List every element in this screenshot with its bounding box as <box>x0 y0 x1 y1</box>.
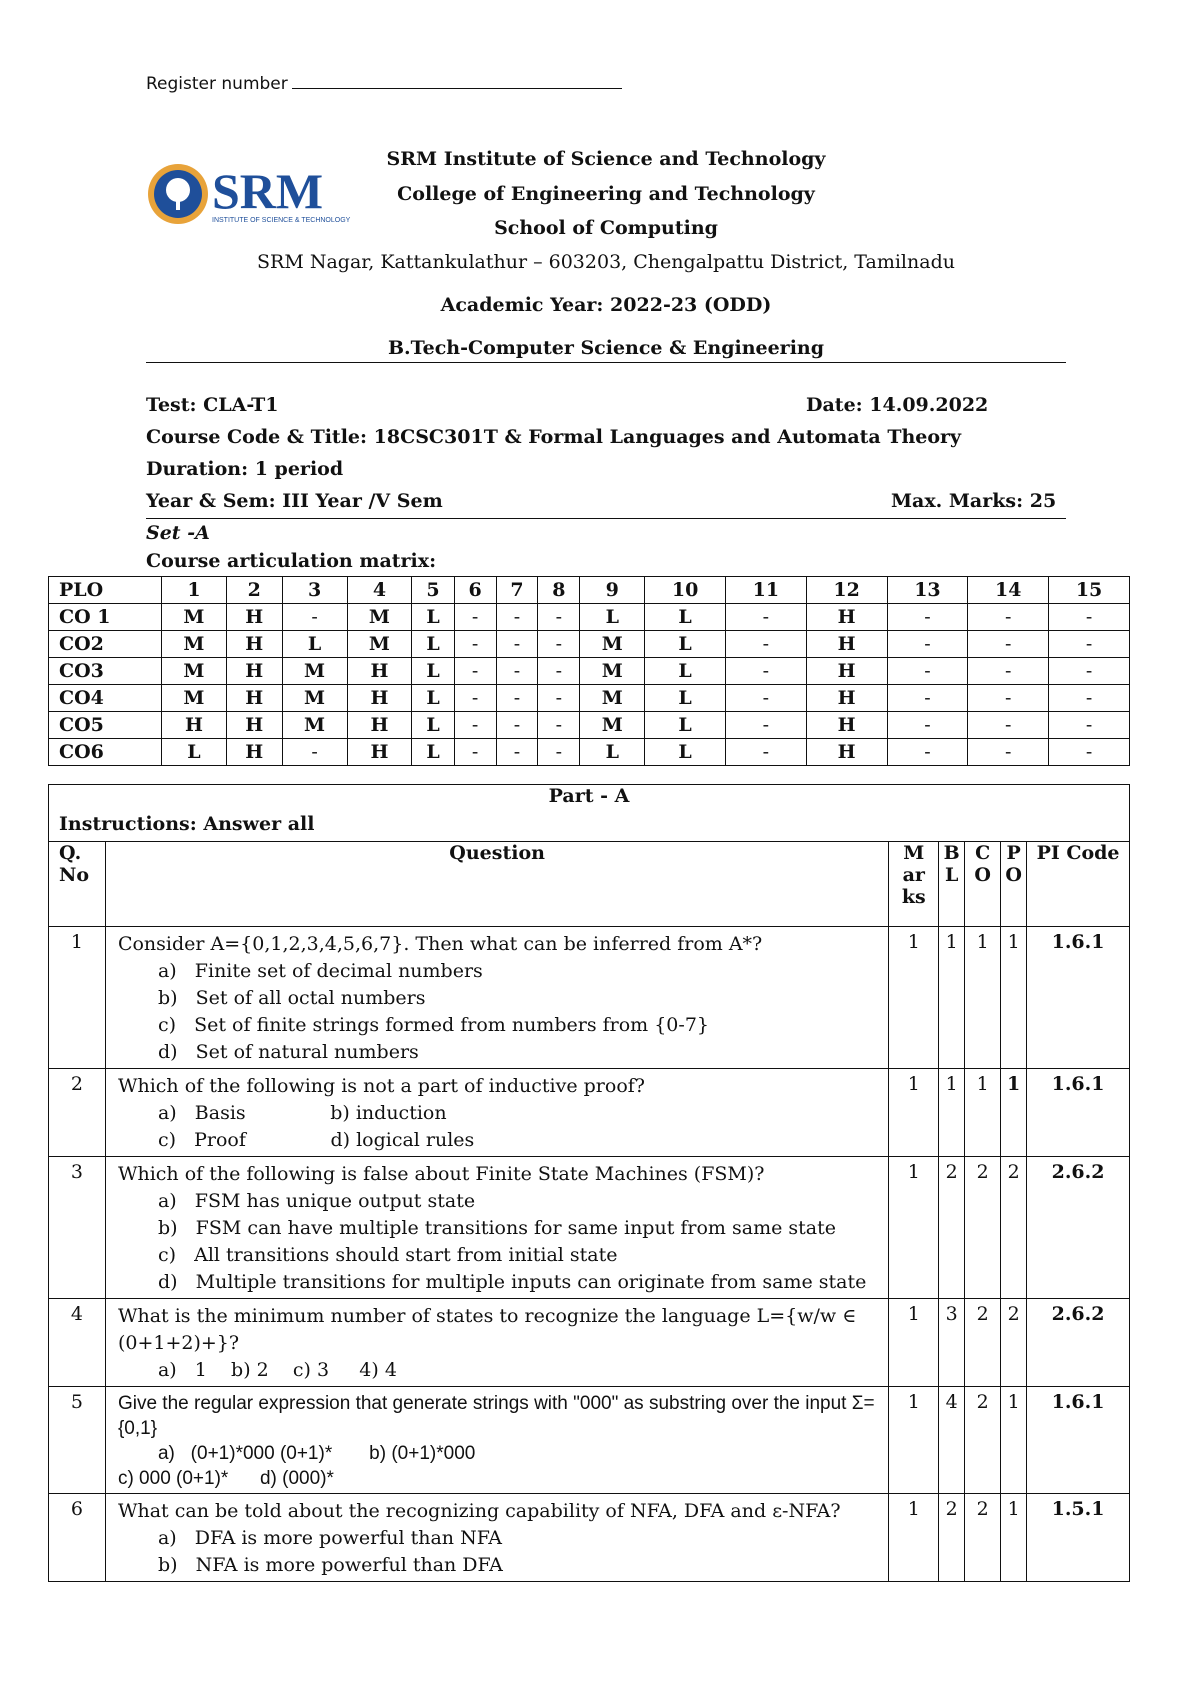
instructions: Instructions: Answer all <box>49 813 1130 842</box>
matrix-cell: L <box>412 685 454 712</box>
test-name: Test: CLA-T1 <box>146 394 279 416</box>
matrix-cell: - <box>725 631 806 658</box>
answer-option: a) FSM has unique output state <box>157 1190 476 1212</box>
test-row <box>146 394 1066 416</box>
matrix-cell: H <box>806 712 887 739</box>
question-number: 2 <box>49 1069 106 1157</box>
matrix-cell: 8 <box>538 577 580 604</box>
register-number <box>146 74 622 94</box>
po-value: 1 <box>1001 1494 1027 1582</box>
matrix-cell: M <box>580 685 645 712</box>
matrix-cell: 1 <box>162 577 227 604</box>
matrix-cell: L <box>645 658 726 685</box>
matrix-cell: L <box>412 631 454 658</box>
matrix-cell: H <box>806 685 887 712</box>
matrix-cell: H <box>806 658 887 685</box>
matrix-cell: 11 <box>725 577 806 604</box>
matrix-cell: L <box>645 631 726 658</box>
matrix-cell: - <box>454 739 496 766</box>
matrix-cell: - <box>496 739 538 766</box>
matrix-cell: M <box>282 712 347 739</box>
matrix-cell: - <box>887 631 968 658</box>
academic-year: Academic Year: 2022-23 (ODD) <box>440 294 772 316</box>
marks-value: 1 <box>889 1069 939 1157</box>
matrix-cell: H <box>226 604 282 631</box>
matrix-cell: M <box>162 604 227 631</box>
matrix-cell: 10 <box>645 577 726 604</box>
matrix-cell: - <box>538 685 580 712</box>
question-row <box>49 1069 1130 1157</box>
matrix-cell: - <box>887 739 968 766</box>
matrix-cell: - <box>725 604 806 631</box>
answer-option: a) Basis b) induction <box>157 1102 447 1124</box>
header-pi: PI Code <box>1027 842 1130 927</box>
matrix-row-label: CO 1 <box>49 604 162 631</box>
matrix-cell: - <box>454 658 496 685</box>
matrix-cell: - <box>1049 712 1130 739</box>
matrix-cell: H <box>806 631 887 658</box>
matrix-cell: H <box>347 685 412 712</box>
matrix-title: Course articulation matrix: <box>146 550 437 572</box>
answer-option: c) Proof d) logical rules <box>157 1129 475 1151</box>
articulation-matrix <box>48 576 1130 766</box>
matrix-row <box>49 739 1130 766</box>
matrix-cell: - <box>538 631 580 658</box>
matrix-cell: M <box>162 685 227 712</box>
header-question: Question <box>105 842 888 927</box>
question-number: 6 <box>49 1494 106 1582</box>
matrix-cell: H <box>226 658 282 685</box>
matrix-cell: H <box>226 739 282 766</box>
part-a-table <box>48 784 1130 1582</box>
register-number-blank <box>292 87 622 89</box>
question-number: 1 <box>49 927 106 1069</box>
question-text: What can be told about the recognizing capability of NFA, DFA and ε-NFA? <box>117 1500 841 1522</box>
matrix-cell: - <box>887 685 968 712</box>
matrix-header-row <box>49 577 1130 604</box>
matrix-cell: 9 <box>580 577 645 604</box>
pi-code: 1.6.1 <box>1027 1387 1130 1494</box>
bl-value: 2 <box>939 1494 965 1582</box>
pi-code: 1.5.1 <box>1027 1494 1130 1582</box>
marks-value: 1 <box>889 1157 939 1299</box>
answer-option: a) DFA is more powerful than NFA <box>157 1527 502 1549</box>
question-number: 3 <box>49 1157 106 1299</box>
matrix-cell: 12 <box>806 577 887 604</box>
matrix-cell: - <box>887 604 968 631</box>
matrix-cell: - <box>1049 739 1130 766</box>
matrix-row-label: CO5 <box>49 712 162 739</box>
answer-option: c) All transitions should start from initial state <box>157 1244 618 1266</box>
header-marks: M ar ks <box>889 842 939 927</box>
logo-text: SRM <box>212 163 324 219</box>
matrix-cell: L <box>412 712 454 739</box>
answer-option: d) Multiple transitions for multiple inputs can originate from same state <box>157 1271 867 1293</box>
matrix-cell: M <box>347 631 412 658</box>
question-text: Give the regular expression that generate strings with "000" as substring over the input Σ={0,1} <box>117 1393 875 1439</box>
question-cell <box>105 1069 888 1157</box>
matrix-cell: H <box>226 631 282 658</box>
co-value: 2 <box>965 1299 1001 1387</box>
matrix-cell: 13 <box>887 577 968 604</box>
matrix-cell: L <box>412 604 454 631</box>
matrix-cell: - <box>725 658 806 685</box>
matrix-cell: - <box>282 739 347 766</box>
header-po: P O <box>1001 842 1027 927</box>
matrix-cell: - <box>968 712 1049 739</box>
matrix-cell: L <box>412 739 454 766</box>
matrix-row <box>49 631 1130 658</box>
matrix-cell: - <box>538 712 580 739</box>
matrix-cell: - <box>725 739 806 766</box>
matrix-row-label: CO2 <box>49 631 162 658</box>
matrix-cell: - <box>887 658 968 685</box>
matrix-cell: - <box>1049 631 1130 658</box>
matrix-cell: - <box>538 739 580 766</box>
question-row <box>49 1387 1130 1494</box>
address: SRM Nagar, Kattankulathur – 603203, Chengalpattu District, Tamilnadu <box>257 251 955 273</box>
matrix-cell: - <box>725 685 806 712</box>
matrix-cell: H <box>347 739 412 766</box>
matrix-cell: - <box>454 631 496 658</box>
year-sem: Year & Sem: III Year /V Sem <box>146 490 443 512</box>
answer-option: a) (0+1)*000 (0+1)* b) (0+1)*000 <box>157 1443 476 1464</box>
matrix-cell: L <box>412 658 454 685</box>
answer-option: d) Set of natural numbers <box>157 1041 419 1063</box>
matrix-row-label: PLO <box>49 577 162 604</box>
co-value: 2 <box>965 1494 1001 1582</box>
matrix-row-label: CO6 <box>49 739 162 766</box>
max-marks: Max. Marks: 25 <box>891 490 1057 512</box>
bl-value: 1 <box>939 1069 965 1157</box>
question-cell <box>105 1494 888 1582</box>
question-text: Consider A={0,1,2,3,4,5,6,7}. Then what can be inferred from A*? <box>117 933 763 955</box>
matrix-cell: 7 <box>496 577 538 604</box>
matrix-cell: - <box>1049 604 1130 631</box>
matrix-row <box>49 685 1130 712</box>
matrix-cell: - <box>1049 685 1130 712</box>
answer-option: b) FSM can have multiple transitions for same input from same state <box>157 1217 836 1239</box>
test-date: Date: 14.09.2022 <box>806 394 989 416</box>
matrix-cell: 4 <box>347 577 412 604</box>
header-qno: Q. No <box>49 842 106 927</box>
matrix-cell: 14 <box>968 577 1049 604</box>
marks-value: 1 <box>889 927 939 1069</box>
matrix-cell: 5 <box>412 577 454 604</box>
matrix-cell: M <box>162 658 227 685</box>
duration: Duration: 1 period <box>146 458 344 480</box>
pi-code: 2.6.2 <box>1027 1299 1130 1387</box>
question-text: What is the minimum number of states to recognize the language L={w/w ∈ (0+1+2)+}? <box>117 1305 857 1354</box>
question-number: 5 <box>49 1387 106 1494</box>
question-row <box>49 1299 1130 1387</box>
divider <box>146 518 1066 519</box>
po-value: 2 <box>1001 1299 1027 1387</box>
question-row <box>49 1157 1130 1299</box>
matrix-cell: M <box>282 685 347 712</box>
matrix-cell: L <box>580 739 645 766</box>
po-value: 1 <box>1001 1069 1027 1157</box>
divider <box>146 362 1066 363</box>
po-value: 1 <box>1001 1387 1027 1494</box>
question-text: Which of the following is false about Finite State Machines (FSM)? <box>117 1163 765 1185</box>
matrix-cell: - <box>496 712 538 739</box>
matrix-cell: M <box>162 631 227 658</box>
matrix-cell: - <box>887 712 968 739</box>
school-name: School of Computing <box>494 217 718 239</box>
matrix-cell: M <box>580 658 645 685</box>
matrix-cell: L <box>645 604 726 631</box>
bl-value: 3 <box>939 1299 965 1387</box>
marks-value: 1 <box>889 1387 939 1494</box>
bl-value: 4 <box>939 1387 965 1494</box>
matrix-cell: - <box>496 658 538 685</box>
question-row <box>49 927 1130 1069</box>
matrix-cell: - <box>496 631 538 658</box>
header-co: C O <box>965 842 1001 927</box>
matrix-cell: H <box>806 604 887 631</box>
co-value: 1 <box>965 1069 1001 1157</box>
bl-value: 1 <box>939 927 965 1069</box>
matrix-cell: - <box>1049 658 1130 685</box>
marks-value: 1 <box>889 1299 939 1387</box>
matrix-cell: M <box>580 631 645 658</box>
matrix-cell: L <box>645 685 726 712</box>
matrix-cell: L <box>580 604 645 631</box>
question-cell <box>105 1299 888 1387</box>
matrix-cell: H <box>347 658 412 685</box>
matrix-cell: 3 <box>282 577 347 604</box>
year-sem-row <box>146 490 1066 512</box>
matrix-cell: M <box>347 604 412 631</box>
pi-code: 1.6.1 <box>1027 1069 1130 1157</box>
matrix-row-label: CO3 <box>49 658 162 685</box>
institution-name: SRM Institute of Science and Technology <box>386 148 826 170</box>
pi-code: 2.6.2 <box>1027 1157 1130 1299</box>
po-value: 2 <box>1001 1157 1027 1299</box>
matrix-cell: L <box>282 631 347 658</box>
program: B.Tech-Computer Science & Engineering <box>387 337 825 359</box>
answer-option: c) 000 (0+1)* d) (000)* <box>117 1468 334 1489</box>
co-value: 2 <box>965 1387 1001 1494</box>
matrix-cell: - <box>968 658 1049 685</box>
matrix-row <box>49 658 1130 685</box>
matrix-cell: - <box>454 604 496 631</box>
matrix-cell: H <box>162 712 227 739</box>
co-value: 2 <box>965 1157 1001 1299</box>
matrix-cell: - <box>538 658 580 685</box>
matrix-cell: - <box>968 631 1049 658</box>
matrix-cell: 2 <box>226 577 282 604</box>
matrix-cell: - <box>454 685 496 712</box>
matrix-cell: - <box>454 712 496 739</box>
set-label: Set -A <box>146 522 210 544</box>
header-bl: B L <box>939 842 965 927</box>
marks-value: 1 <box>889 1494 939 1582</box>
matrix-row <box>49 604 1130 631</box>
question-cell <box>105 1157 888 1299</box>
logo-subtext: INSTITUTE OF SCIENCE & TECHNOLOGY <box>212 217 351 224</box>
question-text: Which of the following is not a part of inductive proof? <box>117 1075 645 1097</box>
answer-option: a) 1 b) 2 c) 3 4) 4 <box>157 1359 397 1381</box>
matrix-cell: - <box>968 739 1049 766</box>
question-number: 4 <box>49 1299 106 1387</box>
matrix-cell: H <box>226 712 282 739</box>
matrix-cell: - <box>282 604 347 631</box>
matrix-cell: - <box>496 604 538 631</box>
answer-option: b) NFA is more powerful than DFA <box>157 1554 503 1576</box>
question-cell <box>105 1387 888 1494</box>
college-name: College of Engineering and Technology <box>397 183 815 205</box>
matrix-cell: L <box>162 739 227 766</box>
register-number-label: Register number <box>146 74 288 94</box>
matrix-cell: H <box>226 685 282 712</box>
answer-option: c) Set of finite strings formed from numbers from {0-7} <box>157 1014 709 1036</box>
matrix-cell: 6 <box>454 577 496 604</box>
po-value: 1 <box>1001 927 1027 1069</box>
co-value: 1 <box>965 927 1001 1069</box>
matrix-row <box>49 712 1130 739</box>
matrix-cell: - <box>725 712 806 739</box>
part-a-title: Part - A <box>49 785 1130 814</box>
matrix-cell: H <box>347 712 412 739</box>
matrix-cell: H <box>806 739 887 766</box>
matrix-cell: M <box>282 658 347 685</box>
course-title: Course Code & Title: 18CSC301T & Formal Languages and Automata Theory <box>146 426 962 448</box>
answer-option: b) Set of all octal numbers <box>157 987 426 1009</box>
matrix-cell: M <box>580 712 645 739</box>
matrix-cell: 15 <box>1049 577 1130 604</box>
matrix-row-label: CO4 <box>49 685 162 712</box>
pi-code: 1.6.1 <box>1027 927 1130 1069</box>
matrix-cell: - <box>496 685 538 712</box>
matrix-cell: - <box>538 604 580 631</box>
question-cell <box>105 927 888 1069</box>
answer-option: a) Finite set of decimal numbers <box>157 960 483 982</box>
question-row <box>49 1494 1130 1582</box>
matrix-cell: L <box>645 739 726 766</box>
matrix-cell: L <box>645 712 726 739</box>
matrix-cell: - <box>968 604 1049 631</box>
matrix-cell: - <box>968 685 1049 712</box>
bl-value: 2 <box>939 1157 965 1299</box>
